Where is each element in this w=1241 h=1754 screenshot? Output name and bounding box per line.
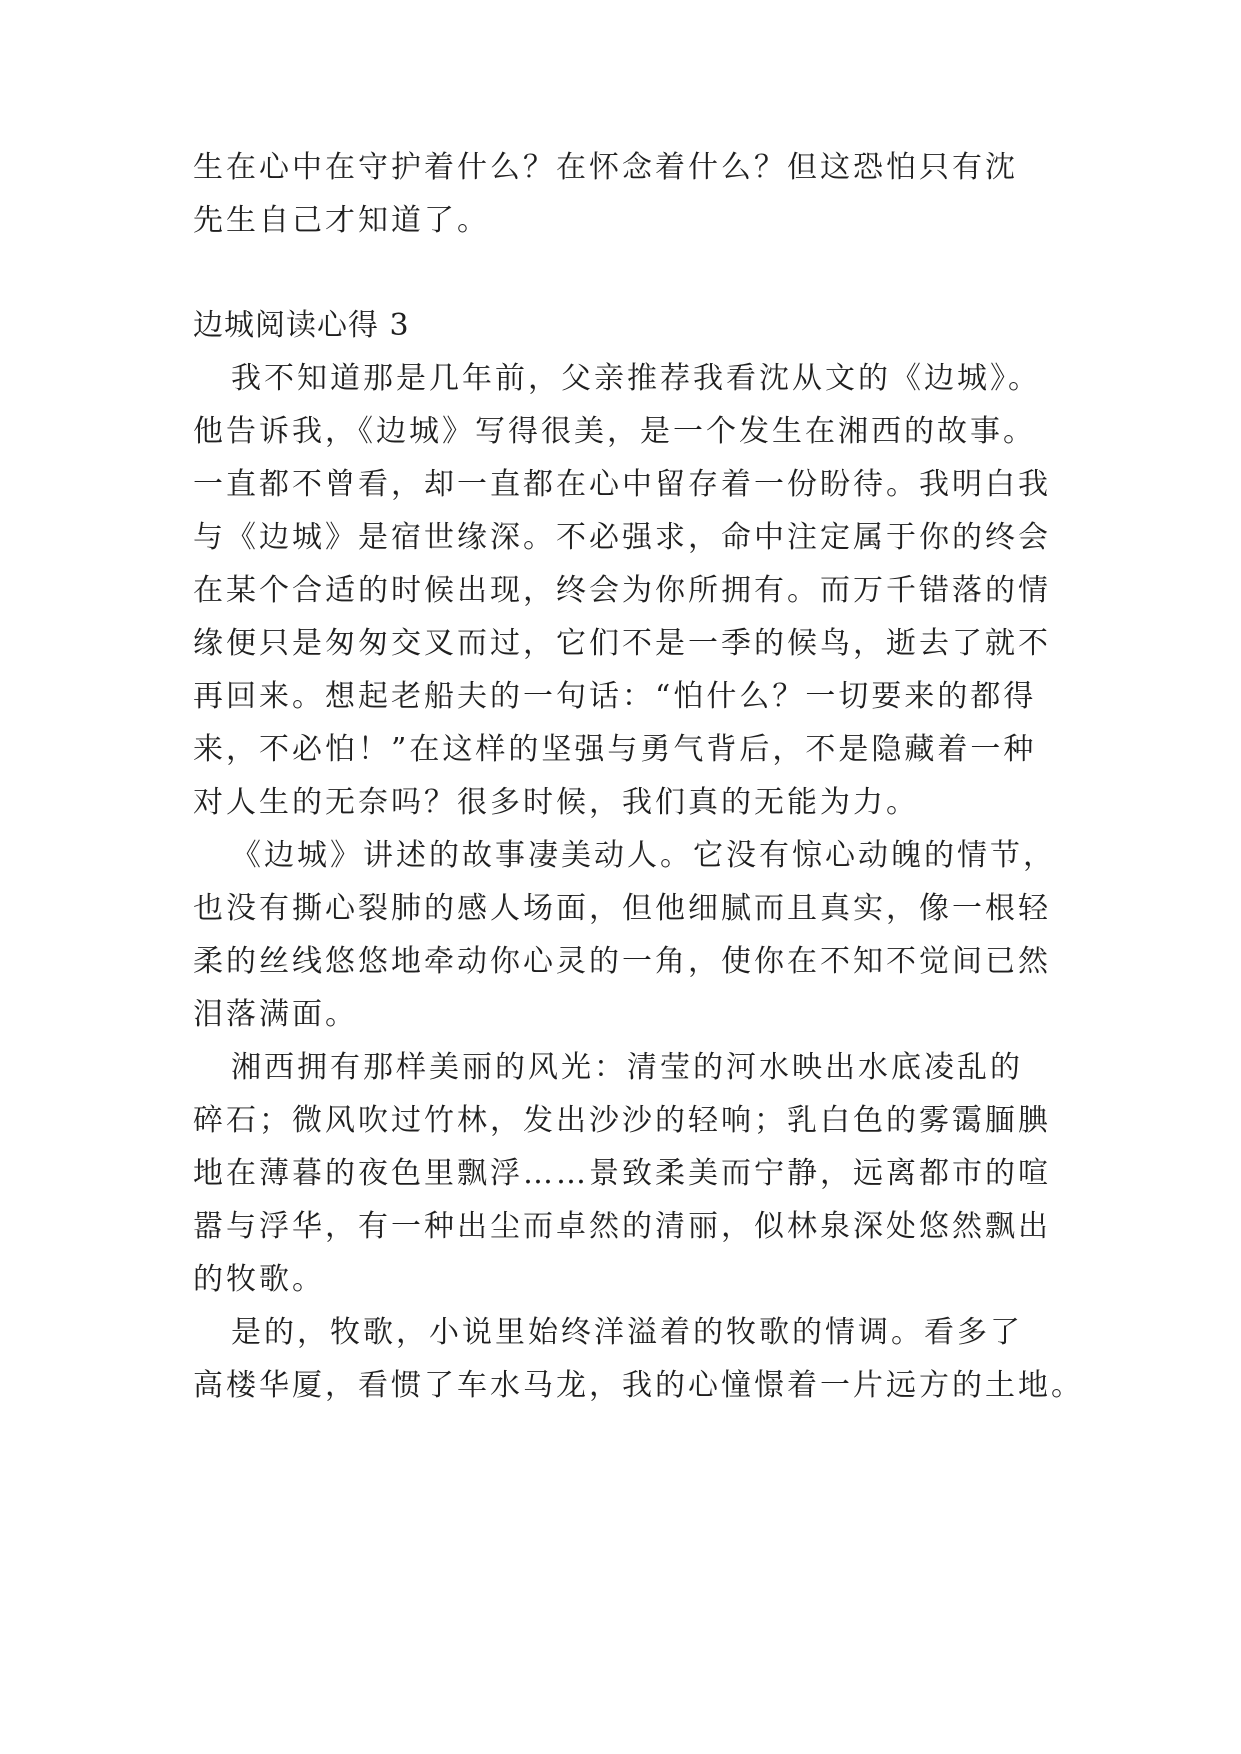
- paragraph-line: 也没有撕心裂肺的感人场面，但他细腻而且真实，像一根轻: [193, 891, 1051, 926]
- paragraph-line: 高楼华厦，看惯了车水马龙，我的心憧憬着一片远方的土地。: [193, 1368, 1084, 1403]
- paragraph-line: 是的，牧歌，小说里始终洋溢着的牧歌的情调。看多了: [231, 1315, 1023, 1350]
- prev-text-line: 生在心中在守护着什么？在怀念着什么？但这恐怕只有沈: [193, 150, 1018, 185]
- paragraph-line: 来，不必怕！”在这样的坚强与勇气背后，不是隐藏着一种: [193, 732, 1037, 767]
- section-title: 边城阅读心得 3: [193, 308, 410, 343]
- paragraph-line: 对人生的无奈吗？很多时候，我们真的无能为力。: [193, 785, 919, 820]
- paragraph-line: 再回来。想起老船夫的一句话：“怕什么？一切要来的都得: [193, 679, 1037, 714]
- paragraph-line: 柔的丝线悠悠地牵动你心灵的一角，使你在不知不觉间已然: [193, 944, 1051, 979]
- paragraph-line: 湘西拥有那样美丽的风光：清莹的河水映出水底凌乱的: [231, 1050, 1023, 1085]
- paragraph-line: 缘便只是匆匆交叉而过，它们不是一季的候鸟，逝去了就不: [193, 626, 1051, 661]
- paragraph-line: 《边城》讲述的故事凄美动人。它没有惊心动魄的情节，: [231, 838, 1056, 873]
- paragraph-line: 地在薄暮的夜色里飘浮……景致柔美而宁静，远离都市的喧: [193, 1156, 1051, 1191]
- paragraph-line: 在某个合适的时候出现，终会为你所拥有。而万千错落的情: [193, 573, 1051, 608]
- paragraph-line: 嚣与浮华，有一种出尘而卓然的清丽，似林泉深处悠然飘出: [193, 1209, 1051, 1244]
- paragraph-line: 我不知道那是几年前，父亲推荐我看沈从文的《边城》。: [231, 361, 1041, 396]
- prev-text-line: 先生自己才知道了。: [193, 203, 490, 238]
- paragraph-line: 与《边城》是宿世缘深。不必强求，命中注定属于你的终会: [193, 520, 1051, 555]
- paragraph-line: 碎石；微风吹过竹林，发出沙沙的轻响；乳白色的雾霭腼腆: [193, 1103, 1051, 1138]
- paragraph-line: 他告诉我，《边城》写得很美，是一个发生在湘西的故事。: [193, 414, 1036, 449]
- paragraph-line: 一直都不曾看，却一直都在心中留存着一份盼待。我明白我: [193, 467, 1051, 502]
- paragraph-line: 泪落满面。: [193, 997, 358, 1032]
- paragraph-line: 的牧歌。: [193, 1262, 325, 1297]
